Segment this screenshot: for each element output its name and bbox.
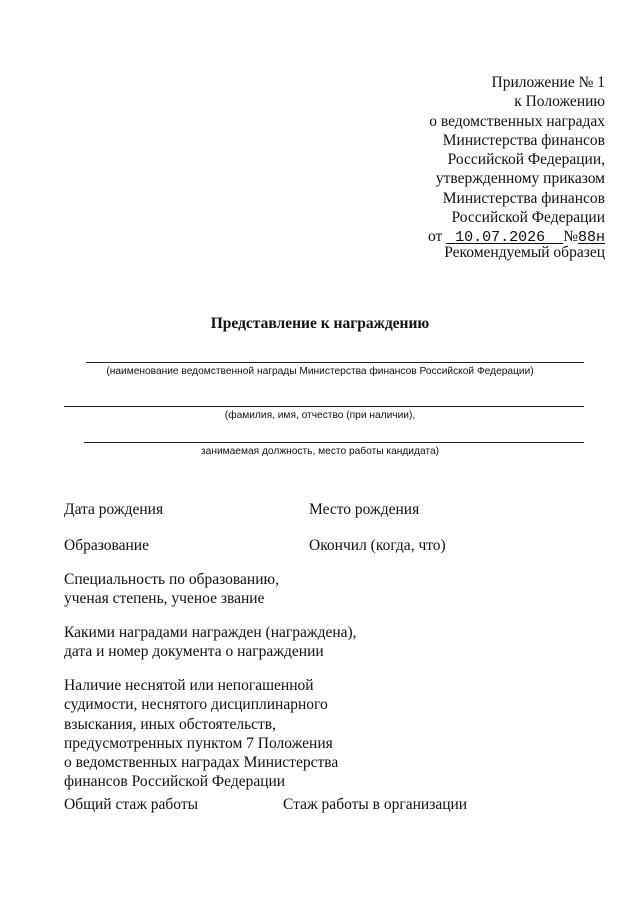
total-experience-label: Общий стаж работы bbox=[64, 796, 199, 813]
previous-awards-label: Какими наградами награжден (награждена), дата и номер документа о награждении bbox=[64, 624, 357, 661]
order-date: 10.07.2026 bbox=[455, 229, 546, 247]
appendix-line: утвержденному приказом bbox=[435, 170, 605, 188]
appendix-line: Приложение № 1 bbox=[491, 74, 605, 91]
appendix-line: к Положению bbox=[514, 93, 605, 111]
award-name-caption: (наименование ведомственной награды Министерства финансов Российской Федерации) bbox=[106, 366, 534, 377]
specialty-label: Специальность по образованию, ученая степень, ученое звание bbox=[64, 571, 279, 608]
education-label: Образование bbox=[64, 537, 149, 554]
birth-place-label: Место рождения bbox=[309, 501, 420, 518]
org-experience-label: Стаж работы в организации bbox=[283, 796, 468, 813]
appendix-line: Российской Федерации, bbox=[447, 151, 605, 169]
appendix-line: Министерства финансов bbox=[442, 131, 605, 149]
order-number: 88н bbox=[577, 229, 605, 247]
date-prefix: от bbox=[427, 228, 443, 246]
document-title: Представление к награждению bbox=[210, 315, 430, 332]
appendix-line: Российской Федерации bbox=[451, 209, 605, 227]
full-name-line bbox=[64, 406, 584, 407]
appendix-line: о ведомственных наградах bbox=[429, 112, 605, 130]
number-prefix: № bbox=[563, 228, 578, 246]
full-name-caption: (фамилия, имя, отчество (при наличии), bbox=[224, 410, 416, 421]
recommended-sample-label: Рекомендуемый образец bbox=[444, 244, 605, 261]
appendix-line: Министерства финансов bbox=[442, 189, 605, 207]
conviction-label: Наличие неснятой или непогашенной судимости, неснятого дисциплинарного взыскания, иных обстоятельств, предусмотренных пунктом 7 Положения о ведомственных наградах Министерства финансов Российской Федерации bbox=[64, 677, 339, 791]
appendix-header bbox=[428, 73, 605, 248]
position-caption: занимаемая должность, место работы кандидата) bbox=[200, 446, 439, 457]
position-line bbox=[84, 442, 584, 443]
award-name-line bbox=[86, 362, 584, 363]
birth-date-label: Дата рождения bbox=[64, 501, 164, 518]
graduated-label: Окончил (когда, что) bbox=[309, 537, 446, 554]
